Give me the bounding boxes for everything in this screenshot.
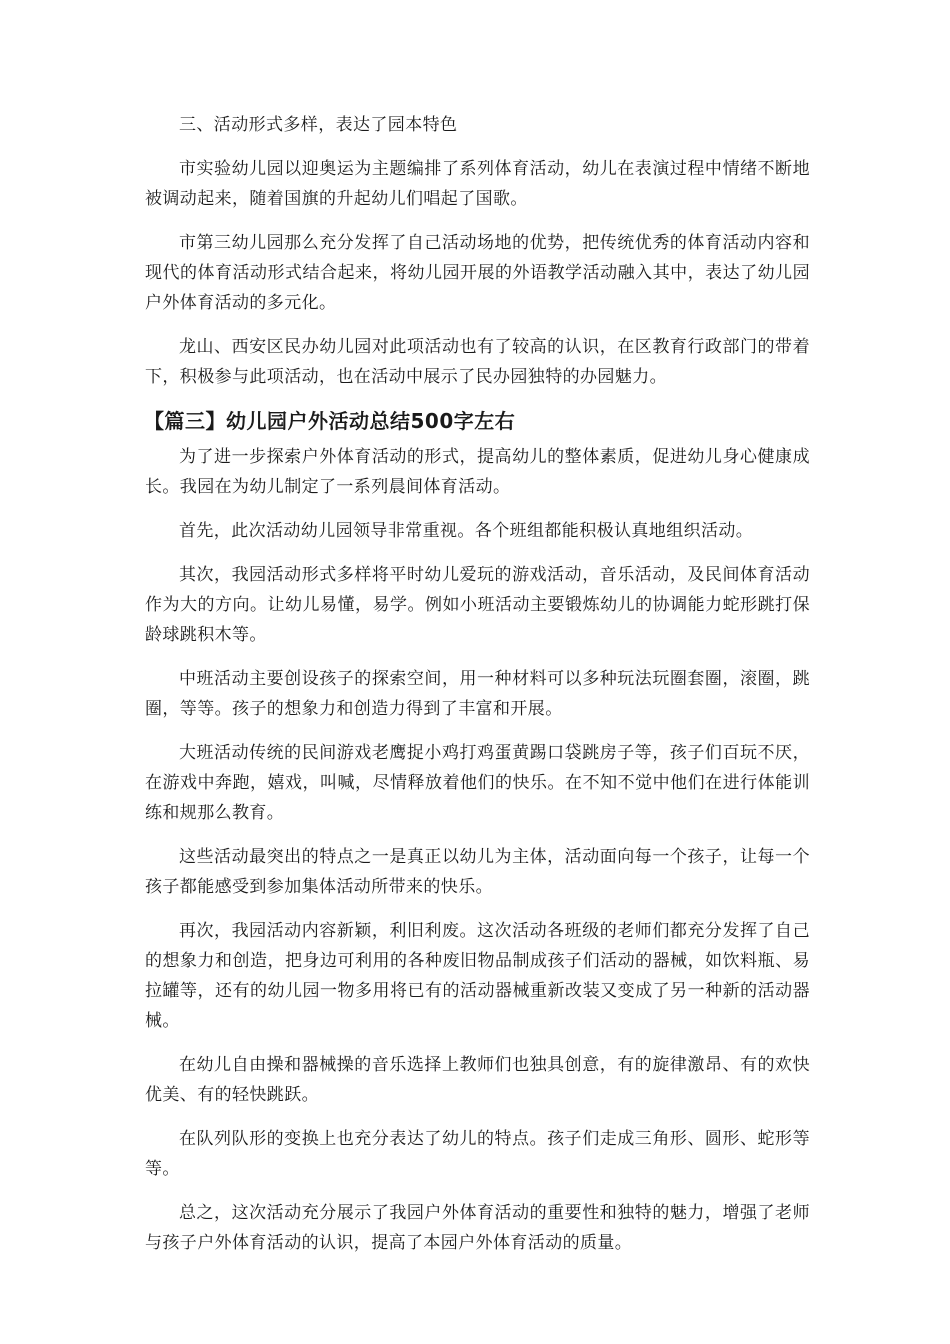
intro-paragraph: 市第三幼儿园那么充分发挥了自己活动场地的优势，把传统优秀的体育活动内容和现代的体育活动形式结合起来，将幼儿园开展的外语教学活动融入其中，表达了幼儿园户外体育活动的多元化。 [145,233,810,313]
section-paragraph: 这些活动最突出的特点之一是真正以幼儿为主体，活动面向每一个孩子，让每一个孩子都能感受到参加集体活动所带来的快乐。 [145,847,810,897]
intro-paragraph: 市实验幼儿园以迎奥运为主题编排了系列体育活动，幼儿在表演过程中情绪不断地被调动起来，随着国旗的升起幼儿们唱起了国歌。 [145,159,810,209]
section-paragraph: 其次，我园活动形式多样将平时幼儿爱玩的游戏活动，音乐活动，及民间体育活动作为大的方向。让幼儿易懂，易学。例如小班活动主要锻炼幼儿的协调能力蛇形跳打保龄球跳积木等。 [145,565,810,645]
document-body [145,110,810,1272]
section-paragraph: 在队列队形的变换上也充分表达了幼儿的特点。孩子们走成三角形、圆形、蛇形等等。 [145,1129,810,1179]
intro-paragraph: 龙山、西安区民办幼儿园对此项活动也有了较高的认识，在区教育行政部门的带着下，积极参与此项活动，也在活动中展示了民办园独特的办园魅力。 [145,337,810,387]
section-paragraph: 为了进一步探索户外体育活动的形式，提高幼儿的整体素质，促进幼儿身心健康成长。我园在为幼儿制定了一系列晨间体育活动。 [145,447,810,497]
section-paragraph: 再次，我园活动内容新颖，利旧利废。这次活动各班级的老师们都充分发挥了自己的想象力和创造，把身边可利用的各种废旧物品制成孩子们活动的器械，如饮料瓶、易拉罐等，还有的幼儿园一物多用将已有的活动器械重新改装又变成了另一种新的活动器械。 [145,921,810,1031]
section-paragraph: 中班活动主要创设孩子的探索空间，用一种材料可以多种玩法玩圈套圈，滚圈，跳圈，等等。孩子的想象力和创造力得到了丰富和开展。 [145,669,810,719]
intro-subheading: 三、活动形式多样，表达了园本特色 [179,115,458,135]
section-paragraph: 总之，这次活动充分展示了我园户外体育活动的重要性和独特的魅力，增强了老师与孩子户外体育活动的认识，提高了本园户外体育活动的质量。 [145,1203,810,1253]
section-heading: 【篇三】幼儿园户外活动总结500字左右 [144,409,516,433]
section-paragraph: 在幼儿自由操和器械操的音乐选择上教师们也独具创意，有的旋律激昂、有的欢快优美、有的轻快跳跃。 [145,1055,810,1105]
section-paragraph: 首先，此次活动幼儿园领导非常重视。各个班组都能积极认真地组织活动。 [179,521,754,541]
section-paragraph: 大班活动传统的民间游戏老鹰捉小鸡打鸡蛋黄踢口袋跳房子等，孩子们百玩不厌，在游戏中奔跑，嬉戏，叫喊，尽情释放着他们的快乐。在不知不觉中他们在进行体能训练和规那么教育。 [145,743,810,823]
